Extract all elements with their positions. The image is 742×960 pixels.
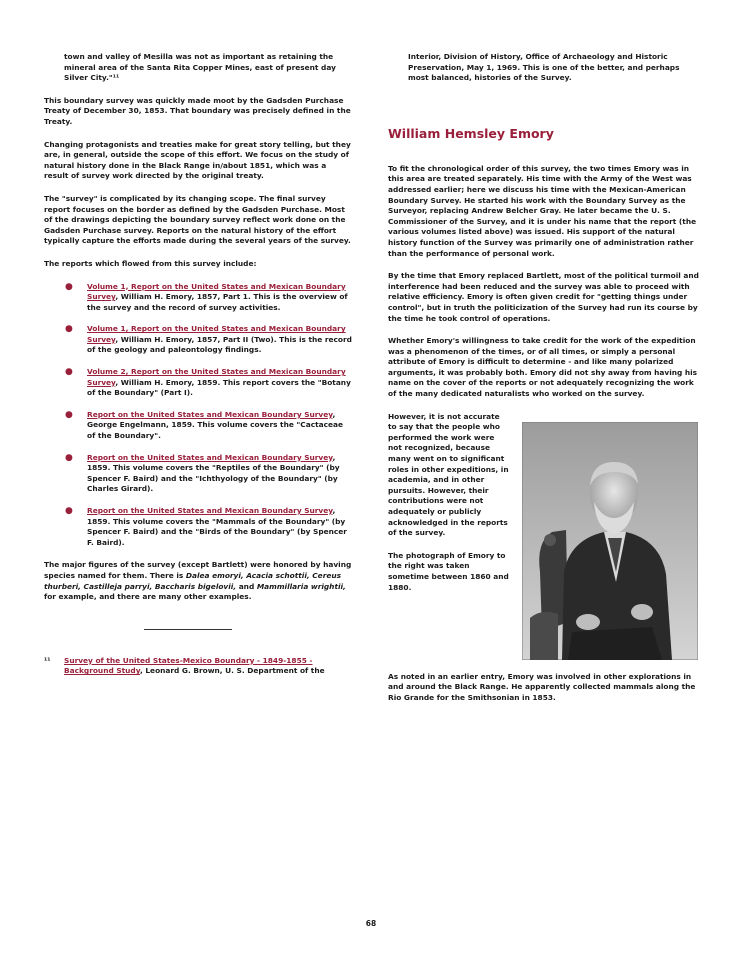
paragraph-scope: Changing protagonists and treaties make for great story telling, but they are, in general, outside the scope of this effort. We focus on the study of natural history done in the Black Range in/about 1851, which was a result of survey work directed by the original treaty. [44,139,351,181]
footnote-divider [144,629,232,630]
species-list: Dalea emoryi, Acacia schottii, Cereus thurberi, Castilleja parryi, Baccharis bigelovii, [44,570,342,591]
report-description: , 1859. This volume covers the "Mammals of the Boundary" (by Spencer F. Baird) and the "Birds of the Boundary" (by Spencer F. Baird). [87,506,347,547]
bullet-icon: ● [65,281,73,292]
bullet-icon: ● [65,506,73,516]
list-item [44,410,352,442]
footnote-text: , Leonard G. Brown, U. S. Department of the [139,666,325,676]
paragraph-survey-complication: The "survey" is complicated by its changing scope. The final survey report focuses on the border as defined by the Gadsden Purchase. Most of the drawings depicting the boundary survey reflect work done on the Gadsden Purchase survey. Reports on the natural history of the effort typically capture the efforts made during the several years of the survey. [44,193,351,246]
footnote-link[interactable]: Survey of the United States-Mexico Boundary - 1849-1855 - Background Study [64,655,313,676]
section-heading: William Hemsley Emory [388,125,554,141]
report-link[interactable]: Volume 2, Report on the United States and Mexican Boundary Survey [87,367,346,387]
paragraph-credit: Whether Emory's willingness to take credit for the work of the expedition was a phenomenon of the times, or of all times, or simply a personal attribute of Emory is difficult to determine - and like many polarized arguments, it was probably both. Emory did not shy away from having his name on the cover of the reports or not adequately recognizing the work of the many dedicated naturalists who worked on the survey. [388,336,698,399]
paragraph-chronology: To fit the chronological order of this survey, the two times Emory was in this area are treated separately. His time with the Army of the West was addressed earlier; here we discuss his time with the Mexican-American Boundary Survey. He started his work with the Boundary Survey as the Surveyor, replacing Andrew Belcher Gray. He later became the U. S. Commissioner of the Survey, and it is under his name that the report (the various volumes listed above) was issued. His support of the natural history function of the Survey was primarily one of administration rather than the performance of personal work. [388,163,697,258]
paragraph-photo-caption: The photograph of Emory to the right was taken sometime between 1860 and 1880. [388,550,509,592]
footnote-continuation: Interior, Division of History, Office of Archaeology and Historic Preservation, May 1, 1969. This is one of the better, and perhaps most balanced, histories of the Survey. [408,52,680,83]
portrait-image [522,422,698,660]
bullet-icon: ● [65,409,73,420]
list-item [44,453,352,495]
report-link[interactable]: Report on the United States and Mexican Boundary Survey [87,452,333,462]
paragraph-reports-intro: The reports which flowed from this survey include: [44,258,257,268]
bullet-icon: ● [65,367,73,378]
report-description: , George Engelmann, 1859. This volume covers the "Cactaceae of the Boundary". [87,409,343,441]
reports-list [44,282,352,549]
continued-paragraph: town and valley of Mesilla was not as important as retaining the mineral area of the Santa Rita Copper Mines, east of present day Silver City."¹¹ [64,52,336,83]
paragraph-black-range: As noted in an earlier entry, Emory was involved in other explorations in and around the Black Range. He apparently collected mammals along the Rio Grande for the Smithsonian in 1853. [388,671,696,702]
left-column [44,52,352,677]
report-description: , William H. Emory, 1857, Part II (Two). This is the record of the geology and paleontology findings. [87,334,352,355]
paragraph-gadsden: This boundary survey was quickly made moot by the Gadsden Purchase Treaty of December 30, 1853. That boundary was precisely defined in the Treaty. [44,95,351,126]
report-link[interactable]: Report on the United States and Mexican Boundary Survey [87,409,333,419]
report-link[interactable]: Report on the United States and Mexican Boundary Survey [87,506,333,515]
report-description: , William H. Emory, 1859. This report covers the "Botany of the Boundary" (Part I). [87,377,351,398]
species-text-a: The major figures of the survey (except Bartlett) were honored by having species named for them. There is [44,560,352,580]
species-text-c: for example, and there are many other examples. [44,592,252,602]
bullet-icon: ● [65,452,73,463]
report-link[interactable]: Volume 1, Report on the United States and Mexican Boundary Survey [87,281,346,302]
paragraph-emory-replaced-bartlett: By the time that Emory replaced Bartlett, most of the political turmoil and interference had been reduced and the survey was able to proceed with relative efficiency. Emory is often given credit for "getting things under control", but in truth the politicization of the Survey had run its course by the time he took control of operations. [388,271,699,323]
bullet-icon: ● [65,324,73,335]
report-description: , 1859. This volume covers the "Reptiles of the Boundary" (by Spencer F. Baird) and the "Ichthyology of the Boundary" (by Charles Girard). [87,452,340,494]
list-item [44,282,352,314]
paragraph-species-named [44,560,352,602]
species-mammillaria: Mammillaria wrightii, [256,581,346,591]
list-item [44,324,352,356]
report-link[interactable]: Volume 1, Report on the United States and Mexican Boundary Survey [87,324,346,344]
species-text-b: and [236,581,257,591]
list-item [44,506,352,548]
footnote [44,656,352,677]
photo-wrap-section [388,412,700,666]
footnote-mark: ¹¹ [44,655,51,665]
page-number: 68 [365,919,377,928]
report-description: , William H. Emory, 1857, Part 1. This is the overview of the survey and the record of survey activities. [87,292,348,312]
paragraph-recognition: However, it is not accurate to say that the people who performed the work were not recognized, because many went on to significant roles in other expeditions, in academia, and in other pursuits. However, their contributions were not adequately or publicly acknowledged in the reports of the survey. [388,411,509,538]
list-item [44,367,352,399]
right-column [388,52,700,715]
emory-portrait-photo [522,422,698,660]
